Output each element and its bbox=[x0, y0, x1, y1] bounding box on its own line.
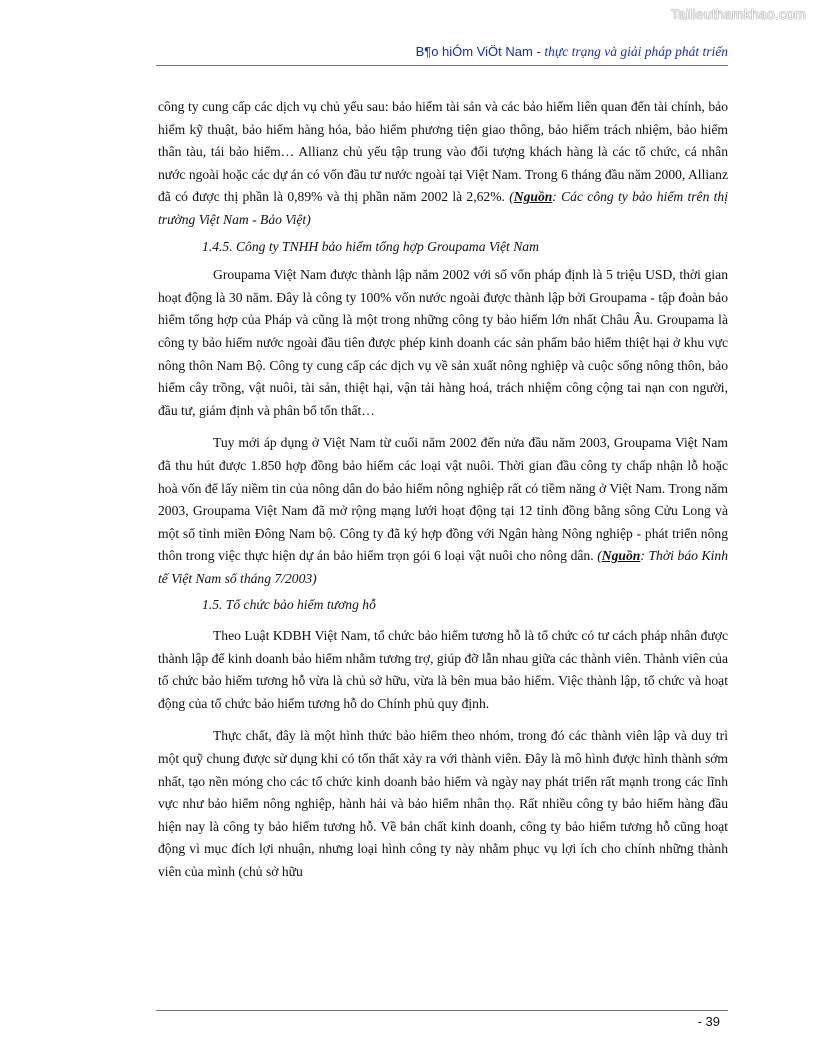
paragraph-groupama-intro: Groupama Việt Nam được thành lập năm 2002 với số vốn pháp định là 5 triệu USD, thời gian hoạt động là 30 năm. Đây là công ty 100% vốn nước ngoài được thành lập bởi Groupama - tập đoàn bảo hiểm tổng hợp của Pháp và cũng là một trong những công ty bảo hiểm lớn nhất Châu Âu. Groupama là công ty bảo hiểm nước ngoài đầu tiên được phép kinh doanh các sản phẩm bảo hiểm thiệt hại ở khu vực nông thôn Nam Bộ. Công ty cung cấp các dịch vụ về sản xuất nông nghiệp và cuộc sống nông thôn, bảo hiểm cây trồng, vật nuôi, tài sản, thiệt hại, vận tải hàng hoá, trách nhiệm công cộng tai nạn con người, đầu tư, giám định và phân bổ tổn thất… bbox=[158, 267, 728, 418]
page-number: - 39 bbox=[697, 1014, 720, 1029]
source-citation: : Thời báo Kinh tế Việt Nam số tháng 7/2003) bbox=[158, 548, 728, 586]
header-title-sub: thực trạng và giải pháp phát triển bbox=[544, 44, 728, 59]
paragraph-groupama-growth bbox=[158, 432, 728, 590]
running-header bbox=[416, 44, 728, 60]
section-heading-1-5: 1.5. Tổ chức bảo hiểm tương hỗ bbox=[202, 597, 376, 613]
paragraph-text: công ty cung cấp các dịch vụ chủ yếu sau: bảo hiểm tài sản và các bảo hiểm liên quan đến tài chính, bảo hiểm kỹ thuật, bảo hiểm hàng hóa, bảo hiểm phương tiện giao thông, bảo hiểm trách nhiệm, bảo hiểm thân tàu, tái bảo hiểm… Allianz chủ yếu tập trung vào đối tượng khách hàng là các tổ chức, cá nhân nước ngoài hoặc các dự án có vốn đầu tư nước ngoài tại Việt Nam. Trong 6 tháng đầu năm 2000, Allianz đã có được thị phần là 0,89% và thị phần năm 2002 là 2,62%. bbox=[158, 99, 728, 205]
source-label: Nguồn bbox=[513, 189, 553, 205]
source-label: Nguồn bbox=[601, 548, 641, 564]
header-divider bbox=[156, 65, 728, 66]
document-body bbox=[158, 96, 728, 884]
paragraph-mutual-definition: Theo Luật KDBH Việt Nam, tổ chức bảo hiểm tương hỗ là tổ chức có tư cách pháp nhân được thành lập để kinh doanh bảo hiểm nhằm tương trợ, giúp đỡ lẫn nhau giữa các thành viên. Thành viên của tổ chức bảo hiểm tương hỗ vừa là chủ sở hữu, vừa là bên mua bảo hiểm. Việc thành lập, tổ chức và hoạt động của tổ chức bảo hiểm tương hỗ do Chính phủ quy định. bbox=[158, 628, 728, 711]
source-citation: : Các công ty bảo hiểm trên thị trường Việt Nam - Bảo Việt) bbox=[158, 189, 729, 227]
source-open: ( bbox=[509, 189, 514, 205]
footer-divider bbox=[156, 1010, 728, 1011]
source-open: ( bbox=[597, 548, 602, 564]
header-title-main: B¶o hiÓm ViÖt Nam - bbox=[415, 44, 545, 59]
paragraph-mutual-nature: Thực chất, đây là một hình thức bảo hiểm theo nhóm, trong đó các thành viên lập và duy trì một quỹ chung được sử dụng khi có tổn thất xảy ra với thành viên. Đây là mô hình được hình thành sớm nhất, tạo nền móng cho các tổ chức kinh doanh bảo hiểm và ngày nay phát triển rất mạnh trong các lĩnh vực như bảo hiểm nông nghiệp, hành hải và bảo hiểm nhân thọ. Rất nhiều công ty bảo hiểm hàng đầu hiện nay là công ty bảo hiểm tương hỗ. Về bản chất kinh doanh, công ty bảo hiểm tương hỗ cũng hoạt động vì mục đích lợi nhuận, nhưng loại hình công ty này nhằm phục vụ lợi ích cho chính những thành viên của mình (chủ sở hữu bbox=[158, 728, 728, 879]
paragraph-allianz bbox=[158, 96, 728, 232]
section-heading-1-4-5: 1.4.5. Công ty TNHH bảo hiểm tổng hợp Groupama Việt Nam bbox=[202, 238, 539, 254]
paragraph-text: Tuy mới áp dụng ở Việt Nam từ cuối năm 2002 đến nửa đầu năm 2003, Groupama Việt Nam đã thu hút được 1.850 hợp đồng bảo hiểm các loại vật nuôi. Thời gian đầu công ty chấp nhận lỗ hoặc hoà vốn để lấy niềm tin của nông dân do bảo hiểm nông nghiệp rất có tiềm năng ở Việt Nam. Trong năm 2003, Groupama Việt Nam đã mở rộng mạng lưới hoạt động tại 12 tỉnh đồng bằng sông Cửu Long và một số tỉnh miền Đông Nam bộ. Công ty đã ký hợp đồng với Ngân hàng Nông nghiệp - phát triển nông thôn trong việc thực hiện dự án bảo hiểm trọn gói 6 loại vật nuôi cho nông dân. bbox=[158, 435, 728, 564]
watermark-text: Tailieuthamkhao.com bbox=[670, 6, 806, 22]
